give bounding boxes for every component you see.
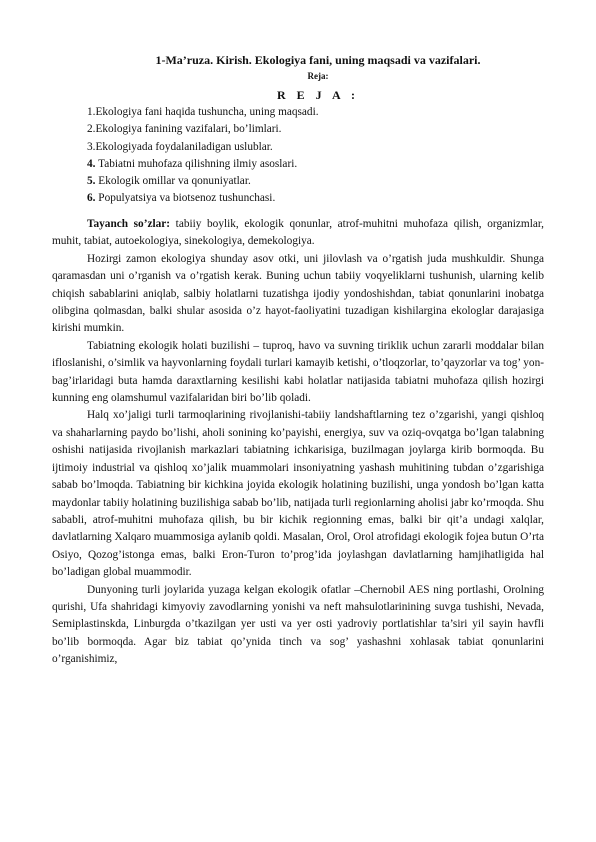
plan-item-number: 3. bbox=[87, 140, 96, 153]
lecture-body bbox=[52, 216, 544, 669]
plan-item-number: 5. bbox=[87, 175, 96, 188]
plan-item-number: 6. bbox=[87, 192, 96, 205]
plan-item-number: 2. bbox=[87, 123, 96, 136]
plan-item bbox=[87, 156, 507, 173]
plan-item bbox=[87, 104, 507, 121]
plan-item-text: Ekologiya fanining vazifalari, bo’limlari. bbox=[95, 123, 282, 136]
plan-item-number: 1. bbox=[87, 106, 96, 118]
plan-heading: R E J A : bbox=[276, 88, 359, 102]
plan-item bbox=[87, 173, 507, 190]
plan-heading-small: Reja: bbox=[307, 71, 329, 81]
plan-item-text: Ekologiyada foydalaniladigan uslublar. bbox=[95, 140, 273, 153]
plan-item bbox=[87, 190, 507, 207]
body-paragraph: Halq xo’jaligi turli tarmoqlarining rivojlanishi-tabiiy landshaftlarning tez o’zgarishi, yangi qishloq va shaharlarning paydo bo’lishi, aholi sonining ko’payishi, energiya, suv va oziq-ovqatga bo’lgan talabning oshishi natijasida rivojlanish markazlari tabiatning ichkarisiga, buzilmagan joylarga kirib bormoqda. Bu ijtimoiy industrial va qishloq xo’jalik muammolari insoniyatning yashash muhitining tubdan o’zgarishiga sabab bo’lmoqda. Tabiatning bir kichkina joyida ekologik holatining buzilishi, unga yondosh bo’lgan katta maydonlar tabiiy holatining buzilishiga sabab bo’lib, natijada turli regionlarning aholisi jabr ko’rmoqda. Shu sababli, atrof-muhitni muhofaza qilish, bu bir kichik regionning emas, balki bir qit’a undagi xalqlar, davlatlarning Xalqaro muammosiga aylanib qoldi. Masalan, Orol, Orol atrofidagi ekologik fojea butun O’rta Osiyo, Qozog’istonga emas, balki Eron-Turon to’prog’ida joylashgan davlatlarning hamjihatligida hal bo’ladigan global muammodir. bbox=[52, 409, 544, 579]
plan-item-number: 4. bbox=[87, 157, 96, 170]
keywords-paragraph bbox=[52, 216, 544, 251]
plan-item bbox=[87, 121, 507, 138]
keywords-text: tabiiy boylik, ekologik qonunlar, atrof-muhitni muhofaza qilish, organizmlar, muhit, tabiat, autoekologiya, sinekologiya, demekologiya. bbox=[52, 218, 545, 248]
lecture-title: 1-Ma’ruza. Kirish. Ekologiya fani, uning maqsadi va vazifalari. bbox=[155, 53, 481, 67]
plan-item bbox=[87, 139, 507, 156]
body-paragraph: Hozirgi zamon ekologiya shunday asov otki, uni jilovlash va o’rgatish juda mushkuldir. Shunga qaramasdan uni o’rganish va o’rgatish kerak. Buning uchun tabiiy voqyeliklarni tushunish, ularning kelib chiqish sabablarini aniqlab, salbiy holatlarni tuzatishga ijodiy yondoshishdan, tabiat qonunlarini inobatga olibgina qolmasdan, balki shular asosida o’z hayot-faoliyatini tuzadigan kishilargina ekologlar darajasiga kirishi mumkin. bbox=[52, 252, 544, 335]
plan-list bbox=[87, 104, 507, 208]
plan-item-text: Ekologiya fani haqida tushuncha, uning maqsadi. bbox=[95, 106, 319, 118]
keywords-label: Tayanch so’zlar: bbox=[87, 218, 171, 230]
plan-item-text: Tabiatni muhofaza qilishning ilmiy asoslari. bbox=[95, 157, 298, 170]
body-paragraph: Tabiatning ekologik holati buzilishi – tuproq, havo va suvning tiriklik uchun zararli moddalar bilan ifloslanishi, o’simlik va hayvonlarning foydali turlari kamayib ketishi, o’tloqzorlar, to’qayzorlar va tog’ yon-bag’irlaridagi buta hamda daraxtlarning kesilishi kabi holatlar natijasida tabiatni muhofaza qilish hozirgi kunning eng olamshumul vazifalaridan biri bo’lib qoladi. bbox=[52, 339, 544, 405]
body-paragraph: Dunyoning turli joylarida yuzaga kelgan ekologik ofatlar –Chernobil AES ning portlashi, Orolning qurishi, Ufa shahridagi kimyoviy zavodlarning yonishi va neft mahsulotlarinining suvga tushishi, Nevada, Semiplastinskda, Linburgda o’tkazilgan yer usti va yer osti yadroviy portlatishlar ta’siri yil sayin havfli bo’lib bormoqda. Agar biz tabiat qo’ynida tinch va sog’ yashashni xohlasak tabiat qonunlarini o’rganishimiz, bbox=[52, 583, 544, 666]
plan-item-text: Ekologik omillar va qonuniyatlar. bbox=[95, 175, 251, 188]
plan-item-text: Populyatsiya va biotsenoz tushunchasi. bbox=[95, 192, 276, 205]
